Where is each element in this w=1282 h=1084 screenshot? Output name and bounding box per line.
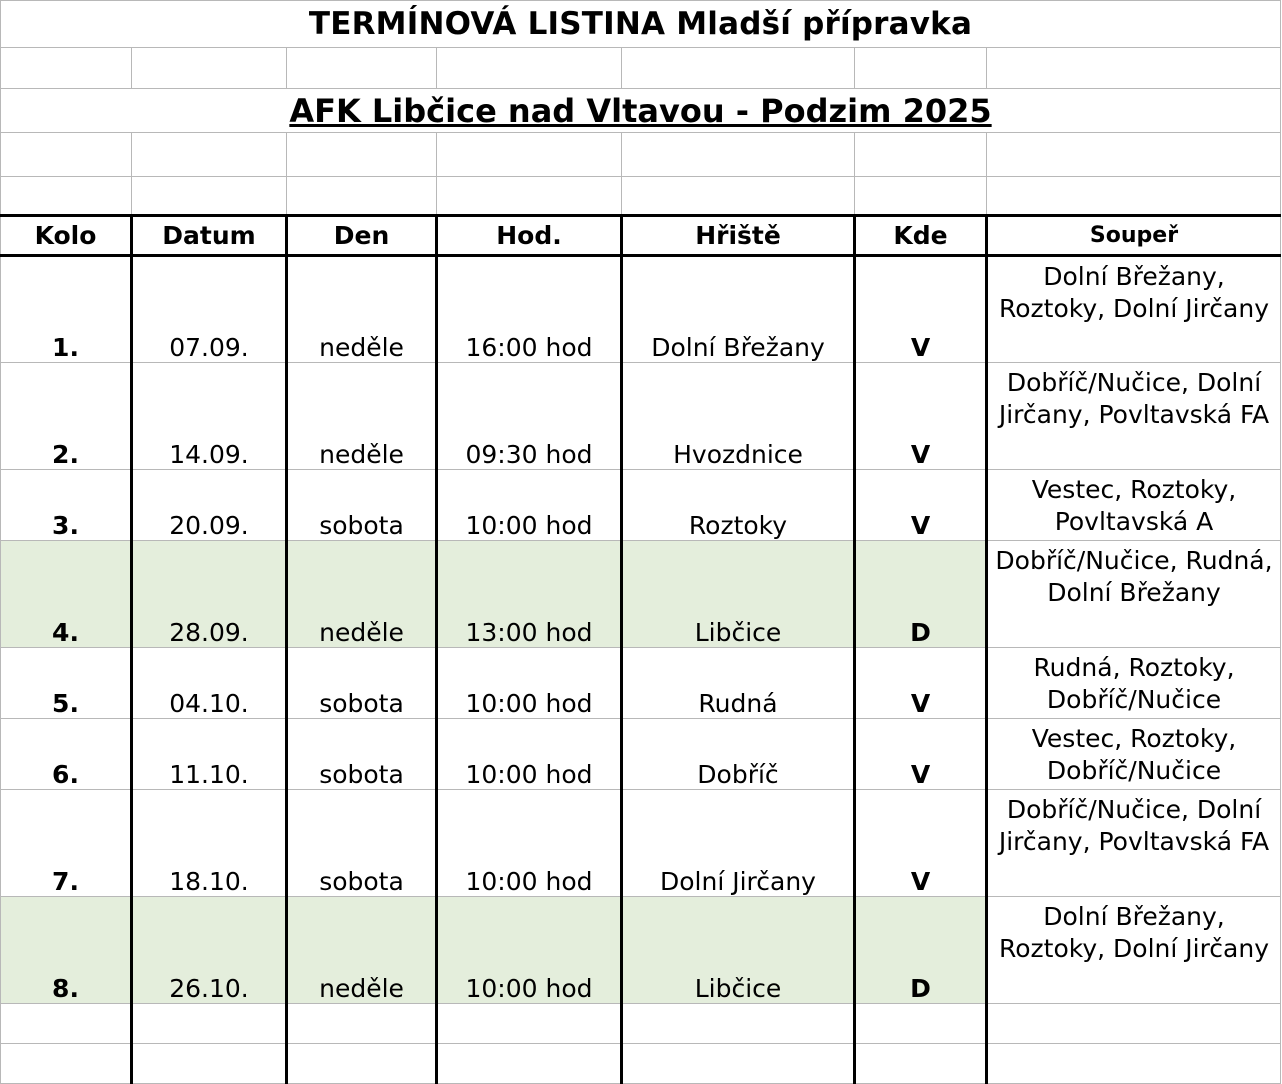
table-row	[1, 256, 1281, 363]
header-hod: Hod.	[437, 216, 622, 256]
souper-cell: Rudná, Roztoky, Dobříč/Nučice	[987, 648, 1281, 719]
kolo-cell: 4.	[1, 541, 132, 648]
den-cell: neděle	[287, 897, 437, 1004]
souper-cell: Dobříč/Nučice, Dolní Jirčany, Povltavská FA	[987, 790, 1281, 897]
den-cell: sobota	[287, 648, 437, 719]
kde-cell: V	[855, 363, 987, 470]
den-cell: sobota	[287, 470, 437, 541]
kde-cell: V	[855, 256, 987, 363]
table-row	[1, 363, 1281, 470]
kolo-cell: 1.	[1, 256, 132, 363]
den-cell: sobota	[287, 790, 437, 897]
subtitle-row	[1, 89, 1281, 133]
hriste-cell: Hvozdnice	[622, 363, 855, 470]
header-kolo: Kolo	[1, 216, 132, 256]
kde-cell: V	[855, 790, 987, 897]
hod-cell: 10:00 hod	[437, 790, 622, 897]
datum-cell: 18.10.	[132, 790, 287, 897]
datum-cell: 07.09.	[132, 256, 287, 363]
spacer-row	[1, 177, 1281, 216]
datum-cell: 14.09.	[132, 363, 287, 470]
den-cell: neděle	[287, 363, 437, 470]
hod-cell: 10:00 hod	[437, 897, 622, 1004]
datum-cell: 20.09.	[132, 470, 287, 541]
hod-cell: 10:00 hod	[437, 719, 622, 790]
page-title: TERMÍNOVÁ LISTINA Mladší přípravka	[1, 1, 1281, 48]
souper-cell: Vestec, Roztoky, Dobříč/Nučice	[987, 719, 1281, 790]
header-hriste: Hřiště	[622, 216, 855, 256]
kde-cell: V	[855, 719, 987, 790]
kolo-cell: 6.	[1, 719, 132, 790]
datum-cell: 28.09.	[132, 541, 287, 648]
datum-cell: 04.10.	[132, 648, 287, 719]
kolo-cell: 7.	[1, 790, 132, 897]
datum-cell: 11.10.	[132, 719, 287, 790]
hriste-cell: Dobříč	[622, 719, 855, 790]
kde-cell: D	[855, 541, 987, 648]
den-cell: neděle	[287, 256, 437, 363]
kolo-cell: 3.	[1, 470, 132, 541]
header-kde: Kde	[855, 216, 987, 256]
souper-cell: Dobříč/Nučice, Rudná, Dolní Břežany	[987, 541, 1281, 648]
kde-cell: D	[855, 897, 987, 1004]
page-subtitle: AFK Libčice nad Vltavou - Podzim 2025	[1, 89, 1281, 133]
header-souper: Soupeř	[987, 216, 1281, 256]
hriste-cell: Rudná	[622, 648, 855, 719]
table-row	[1, 470, 1281, 541]
den-cell: sobota	[287, 719, 437, 790]
spacer-row	[1, 133, 1281, 177]
hod-cell: 13:00 hod	[437, 541, 622, 648]
hod-cell: 10:00 hod	[437, 470, 622, 541]
header-row	[1, 216, 1281, 256]
title-row	[1, 1, 1281, 48]
spacer-row	[1, 1044, 1281, 1084]
souper-cell: Vestec, Roztoky, Povltavská A	[987, 470, 1281, 541]
spacer-row	[1, 1004, 1281, 1044]
souper-cell: Dolní Břežany, Roztoky, Dolní Jirčany	[987, 897, 1281, 1004]
kolo-cell: 2.	[1, 363, 132, 470]
spacer-row	[1, 48, 1281, 89]
kde-cell: V	[855, 470, 987, 541]
table-row	[1, 897, 1281, 1004]
hriste-cell: Libčice	[622, 897, 855, 1004]
hod-cell: 16:00 hod	[437, 256, 622, 363]
hriste-cell: Libčice	[622, 541, 855, 648]
den-cell: neděle	[287, 541, 437, 648]
datum-cell: 26.10.	[132, 897, 287, 1004]
hriste-cell: Dolní Břežany	[622, 256, 855, 363]
souper-cell: Dobříč/Nučice, Dolní Jirčany, Povltavská FA	[987, 363, 1281, 470]
table-row	[1, 648, 1281, 719]
kde-cell: V	[855, 648, 987, 719]
hod-cell: 10:00 hod	[437, 648, 622, 719]
table-row	[1, 719, 1281, 790]
hriste-cell: Roztoky	[622, 470, 855, 541]
table-row	[1, 541, 1281, 648]
kolo-cell: 5.	[1, 648, 132, 719]
souper-cell: Dolní Břežany, Roztoky, Dolní Jirčany	[987, 256, 1281, 363]
table-row	[1, 790, 1281, 897]
hod-cell: 09:30 hod	[437, 363, 622, 470]
header-datum: Datum	[132, 216, 287, 256]
header-den: Den	[287, 216, 437, 256]
kolo-cell: 8.	[1, 897, 132, 1004]
hriste-cell: Dolní Jirčany	[622, 790, 855, 897]
